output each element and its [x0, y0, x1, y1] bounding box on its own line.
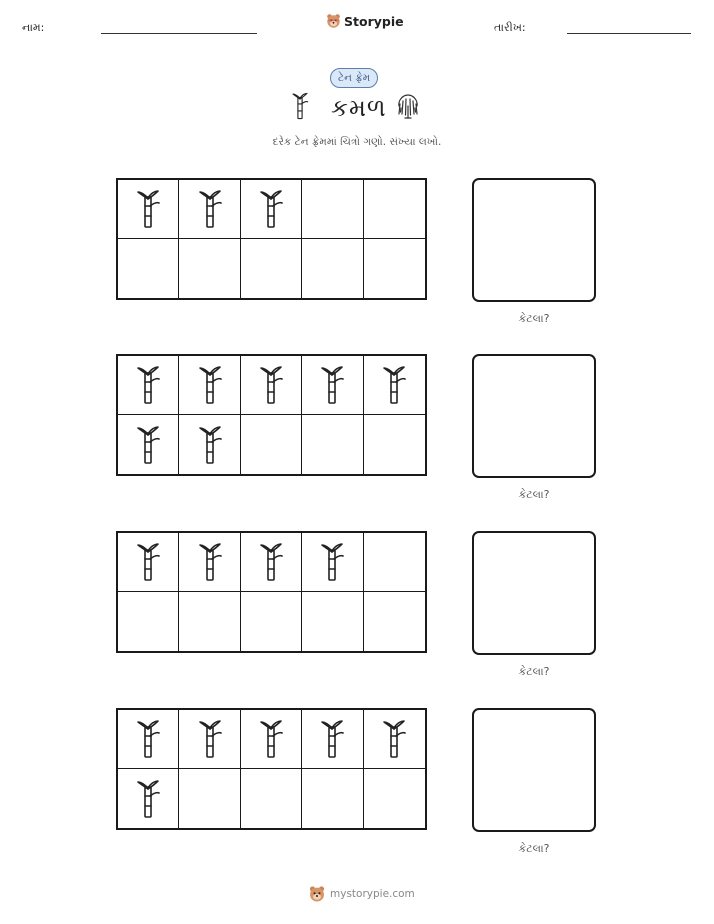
answer-box[interactable]	[472, 354, 596, 478]
sugarcane-icon	[382, 719, 406, 759]
frame-cell	[364, 710, 425, 769]
frame-cell	[179, 533, 240, 592]
sugarcane-icon	[198, 542, 222, 582]
sugarcane-icon	[136, 425, 160, 465]
frame-cell	[302, 533, 363, 592]
answer-box[interactable]	[472, 178, 596, 302]
footer	[308, 885, 415, 903]
sugarcane-icon	[320, 719, 344, 759]
sugarcane-icon	[259, 542, 283, 582]
ten-frame	[116, 531, 427, 653]
sugarcane-icon	[198, 189, 222, 229]
topic-badge	[330, 66, 378, 85]
date-label: તારીખ:	[494, 21, 526, 34]
sugarcane-icon	[136, 719, 160, 759]
frame-cell	[118, 415, 179, 474]
sugarcane-icon	[136, 542, 160, 582]
how-many-label: કેટલા?	[518, 665, 550, 678]
footer-url[interactable]: mystorypie.com	[330, 888, 415, 900]
frame-cell	[179, 710, 240, 769]
answer-box[interactable]	[472, 531, 596, 655]
frame-cell	[302, 769, 363, 828]
sugarcane-icon	[259, 189, 283, 229]
frame-cell	[118, 356, 179, 415]
sugarcane-icon	[320, 542, 344, 582]
frame-cell	[179, 239, 240, 298]
frame-cell	[302, 415, 363, 474]
frame-cell	[179, 415, 240, 474]
answer-box[interactable]	[472, 708, 596, 832]
brand-name: Storypie	[344, 13, 404, 29]
date-line[interactable]	[567, 33, 691, 34]
frame-cell	[364, 239, 425, 298]
frame-cell	[118, 533, 179, 592]
how-many-label: કેટલા?	[518, 842, 550, 855]
frame-cell	[364, 592, 425, 651]
frame-cell	[364, 180, 425, 239]
topic-badge-label: ટેન ફ્રેમ	[330, 68, 378, 88]
sugarcane-icon	[382, 365, 406, 405]
how-many-label: કેટલા?	[518, 488, 550, 501]
bear-logo-icon	[326, 13, 341, 29]
frame-cell	[118, 710, 179, 769]
frame-cell	[118, 592, 179, 651]
sugarcane-icon	[198, 365, 222, 405]
frame-cell	[241, 356, 302, 415]
how-many-label: કેટલા?	[518, 312, 550, 325]
instruction-row	[0, 130, 714, 149]
name-label: નામ:	[22, 21, 45, 34]
worksheet-title: કમળ	[331, 94, 387, 122]
frame-cell	[241, 710, 302, 769]
ten-frame	[116, 708, 427, 830]
frame-cell	[241, 769, 302, 828]
sugarcane-icon	[198, 425, 222, 465]
instruction-text: દરેક ટેન ફ્રેમમાં ચિત્રો ગણો. સંખ્યા લખો.	[272, 136, 442, 148]
frame-cell	[179, 769, 240, 828]
frame-cell	[241, 180, 302, 239]
frame-cell	[302, 710, 363, 769]
name-line[interactable]	[101, 33, 257, 34]
ten-frame	[116, 354, 427, 476]
bear-logo-icon	[308, 885, 326, 903]
frame-cell	[364, 533, 425, 592]
ten-frame	[116, 178, 427, 300]
sugarcane-icon	[259, 719, 283, 759]
frame-cell	[118, 769, 179, 828]
frame-cell	[364, 769, 425, 828]
frame-cell	[118, 180, 179, 239]
sugarcane-icon	[136, 189, 160, 229]
tree-icon	[395, 92, 421, 120]
frame-cell	[302, 180, 363, 239]
sugarcane-icon	[320, 365, 344, 405]
frame-cell	[302, 356, 363, 415]
sugarcane-icon	[290, 92, 310, 120]
sugarcane-icon	[136, 779, 160, 819]
frame-cell	[364, 415, 425, 474]
frame-cell	[364, 356, 425, 415]
brand	[326, 13, 404, 29]
sugarcane-icon	[136, 365, 160, 405]
frame-cell	[179, 356, 240, 415]
frame-cell	[302, 239, 363, 298]
frame-cell	[179, 180, 240, 239]
frame-cell	[241, 415, 302, 474]
frame-cell	[241, 239, 302, 298]
frame-cell	[241, 592, 302, 651]
frame-cell	[179, 592, 240, 651]
frame-cell	[302, 592, 363, 651]
frame-cell	[118, 239, 179, 298]
sugarcane-icon	[198, 719, 222, 759]
sugarcane-icon	[259, 365, 283, 405]
frame-cell	[241, 533, 302, 592]
